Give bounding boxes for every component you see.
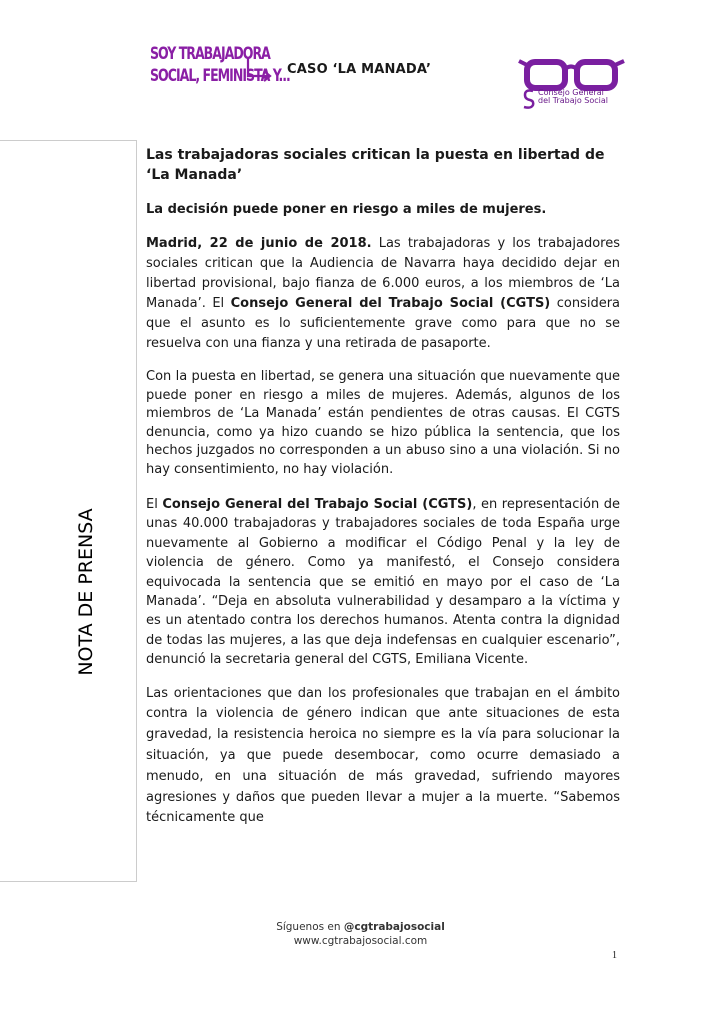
article-headline: Las trabajadoras sociales critican la puesta en libertad de ‘La Manada’ bbox=[146, 147, 605, 183]
sidebar-box bbox=[0, 140, 137, 882]
glasses-icon bbox=[518, 55, 628, 91]
arrow-right-icon bbox=[234, 58, 274, 86]
cgts-logo bbox=[518, 55, 628, 115]
soy-trabajadora-logo bbox=[150, 44, 290, 98]
article-body bbox=[146, 145, 620, 843]
paragraph-4: Las orientaciones que dan los profesionales que trabajan en el ámbito contra la violencia de género indican que ante situaciones de esta gravedad, la resistencia heroica no siempre es la vía para solucionar la situación, ya que puede desembocar, como ocurre demasiado a menudo, en una situación de más gravedad, sufriendo mayores agresiones y daños que pueden llevar a mujer a la muerte. “Sabemos técnicamente que bbox=[146, 685, 620, 826]
paragraph-1 bbox=[146, 234, 620, 354]
s-monogram-icon bbox=[522, 88, 536, 110]
page-title: CASO ‘LA MANADA’ bbox=[287, 62, 432, 77]
cgts-name: Consejo General del Trabajo Social (CGTS) bbox=[230, 296, 551, 311]
paragraph-3-text-b: , en representación de unas 40.000 trabajadoras y trabajadores sociales de toda España urge nuevamente al Gobierno a modificar el Código Penal y la ley de violencia de género. Como ya manifestó, el Consejo considera equivocada la sentencia que se emitió en mayo por el caso de ‘La Manada’. “Deja en absoluta vulnerabilidad y desamparo a la víctima y es un atentado contra los derechos humanos. Atenta contra la dignidad de todas las mujeres, a las que deja indefensas en cualquier escenario”, denunció la secretaria general del CGTS, Emiliana Vicente. bbox=[146, 497, 620, 668]
website-link[interactable]: www.cgtrabajosocial.com bbox=[293, 935, 428, 947]
paragraph-3-text-a: El bbox=[146, 497, 163, 512]
paragraph-3 bbox=[146, 495, 620, 670]
logo-left-line2: SOCIAL, FEMINISTA Y... bbox=[150, 66, 290, 86]
page-number: 1 bbox=[612, 950, 617, 961]
dateline: Madrid, 22 de junio de 2018. bbox=[146, 236, 372, 251]
cgts-logo-line1: Consejo General bbox=[538, 88, 604, 97]
cgts-name: Consejo General del Trabajo Social (CGTS) bbox=[162, 497, 473, 512]
paragraph-2: Con la puesta en libertad, se genera una situación que nuevamente que puede poner en riesgo a miles de mujeres. Además, algunos de los miembros de ‘La Manada’ están pendientes de otras causas. El CGTS denuncia, como ya hizo cuando se hizo pública la sentencia, que los hechos juzgados no corresponden a un abuso sino a una violación. Si no hay consentimiento, no hay violación. bbox=[146, 369, 620, 477]
article-subheadline: La decisión puede poner en riesgo a miles de mujeres. bbox=[146, 202, 547, 217]
paragraph-1-text-a: Las trabajadoras y los trabajadores sociales critican que la Audiencia de Navarra haya decidido dejar en libertad provisional, bajo fianza de 6.000 euros, a los miembros de ‘La Manada’. El bbox=[146, 236, 620, 311]
cgts-logo-line2: del Trabajo Social bbox=[538, 96, 609, 105]
logo-left-line1: SOY TRABAJADORA bbox=[150, 44, 270, 64]
cgts-logo-text bbox=[538, 89, 608, 105]
press-release-label: NOTA DE PRENSA bbox=[75, 508, 97, 676]
follow-prefix: Síguenos en bbox=[276, 921, 344, 933]
follow-line bbox=[0, 920, 721, 934]
paragraph-1-text-b: considera que el asunto es lo suficientemente grave como para que no se resuelva con una fianza y una retirada de pasaporte. bbox=[146, 296, 621, 351]
social-handle-link[interactable]: @cgtrabajosocial bbox=[343, 921, 445, 933]
footer bbox=[0, 920, 721, 948]
